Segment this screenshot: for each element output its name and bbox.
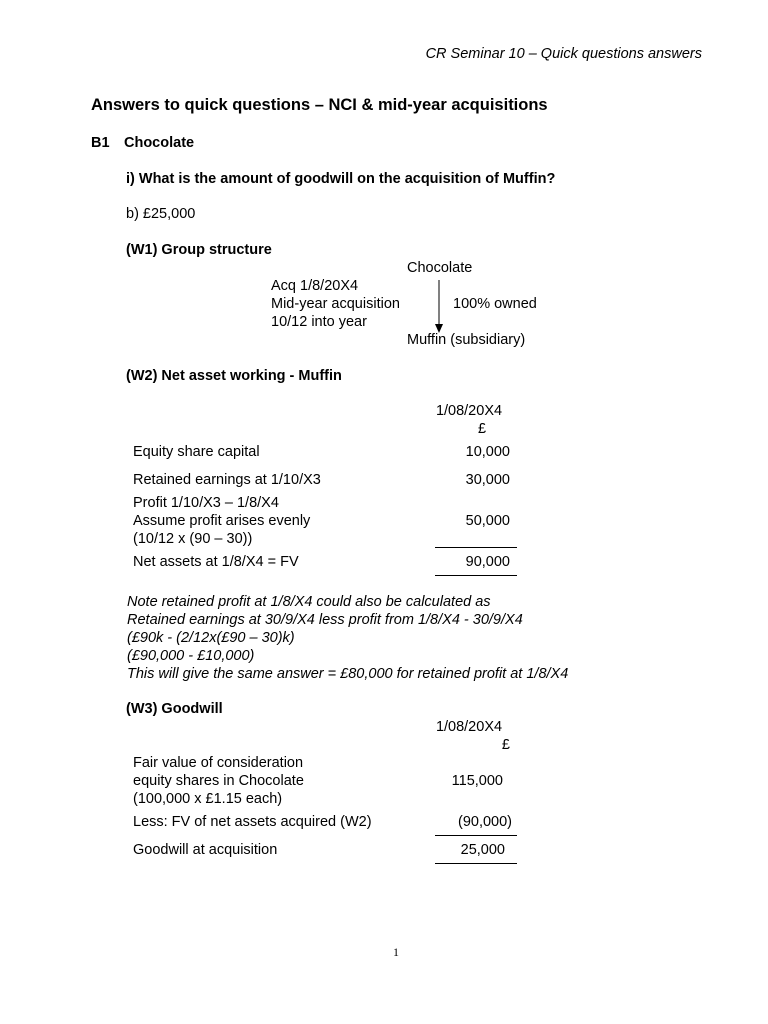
w3-total-rule bbox=[435, 863, 517, 864]
section-number: B1 bbox=[91, 135, 110, 151]
running-header: CR Seminar 10 – Quick questions answers bbox=[425, 46, 702, 62]
w3-goodwill-value: 25,000 bbox=[460, 842, 505, 858]
w1-acq-line: Mid-year acquisition bbox=[271, 296, 400, 312]
w2-col-unit: £ bbox=[477, 421, 487, 437]
w2-row-value: 10,000 bbox=[465, 444, 510, 460]
note-line: (£90k - (2/12x(£90 – 30)k) bbox=[127, 630, 295, 646]
w2-total-rule bbox=[435, 575, 517, 576]
question-text: i) What is the amount of goodwill on the acquisition of Muffin? bbox=[126, 171, 556, 187]
page-number: 1 bbox=[393, 945, 399, 959]
w2-col-date: 1/08/20X4 bbox=[435, 403, 503, 419]
ownership-arrow-icon bbox=[432, 280, 446, 334]
answer-text: b) £25,000 bbox=[126, 206, 196, 222]
w3-heading: (W3) Goodwill bbox=[126, 701, 223, 717]
w3-subtotal-rule bbox=[435, 835, 517, 836]
w3-col-date: 1/08/20X4 bbox=[435, 719, 503, 735]
w2-subtotal-rule bbox=[435, 547, 517, 548]
w3-consideration-value: 115,000 bbox=[451, 773, 503, 789]
w3-consideration-label: equity shares in Chocolate bbox=[133, 773, 304, 789]
w1-parent: Chocolate bbox=[407, 260, 473, 276]
w2-row-label: (10/12 x (90 – 30)) bbox=[133, 531, 253, 547]
w2-row-label: Retained earnings at 1/10/X3 bbox=[133, 472, 321, 488]
note-line: This will give the same answer = £80,000 for retained profit at 1/8/X4 bbox=[127, 666, 569, 682]
w3-col-unit: £ bbox=[501, 737, 510, 753]
w2-total-label: Net assets at 1/8/X4 = FV bbox=[133, 554, 299, 570]
w2-row-label: Profit 1/10/X3 – 1/8/X4 bbox=[133, 495, 279, 511]
w2-row-label: Assume profit arises evenly bbox=[133, 513, 311, 529]
w1-subsidiary: Muffin (subsidiary) bbox=[407, 332, 526, 348]
section-name: Chocolate bbox=[124, 135, 195, 151]
w3-goodwill-label: Goodwill at acquisition bbox=[133, 842, 278, 858]
w3-consideration-label: Fair value of consideration bbox=[133, 755, 304, 771]
w3-consideration-label: (100,000 x £1.15 each) bbox=[133, 791, 283, 807]
w1-acq-line: Acq 1/8/20X4 bbox=[271, 278, 359, 294]
note-line: Retained earnings at 30/9/X4 less profit from 1/8/X4 - 30/9/X4 bbox=[127, 612, 523, 628]
w2-row-value: 50,000 bbox=[465, 513, 510, 529]
note-line: (£90,000 - £10,000) bbox=[127, 648, 255, 664]
note-line: Note retained profit at 1/8/X4 could also be calculated as bbox=[127, 594, 491, 610]
w2-row-label: Equity share capital bbox=[133, 444, 260, 460]
w2-heading: (W2) Net asset working - Muffin bbox=[126, 368, 342, 384]
w1-heading: (W1) Group structure bbox=[126, 242, 272, 258]
page-title: Answers to quick questions – NCI & mid-year acquisitions bbox=[91, 96, 548, 114]
w1-ownership: 100% owned bbox=[453, 296, 537, 312]
w2-total-value: 90,000 bbox=[465, 554, 510, 570]
w2-row-value: 30,000 bbox=[465, 472, 510, 488]
w3-less-label: Less: FV of net assets acquired (W2) bbox=[133, 814, 372, 830]
w1-acq-line: 10/12 into year bbox=[271, 314, 367, 330]
w3-less-value: (90,000) bbox=[457, 814, 512, 830]
